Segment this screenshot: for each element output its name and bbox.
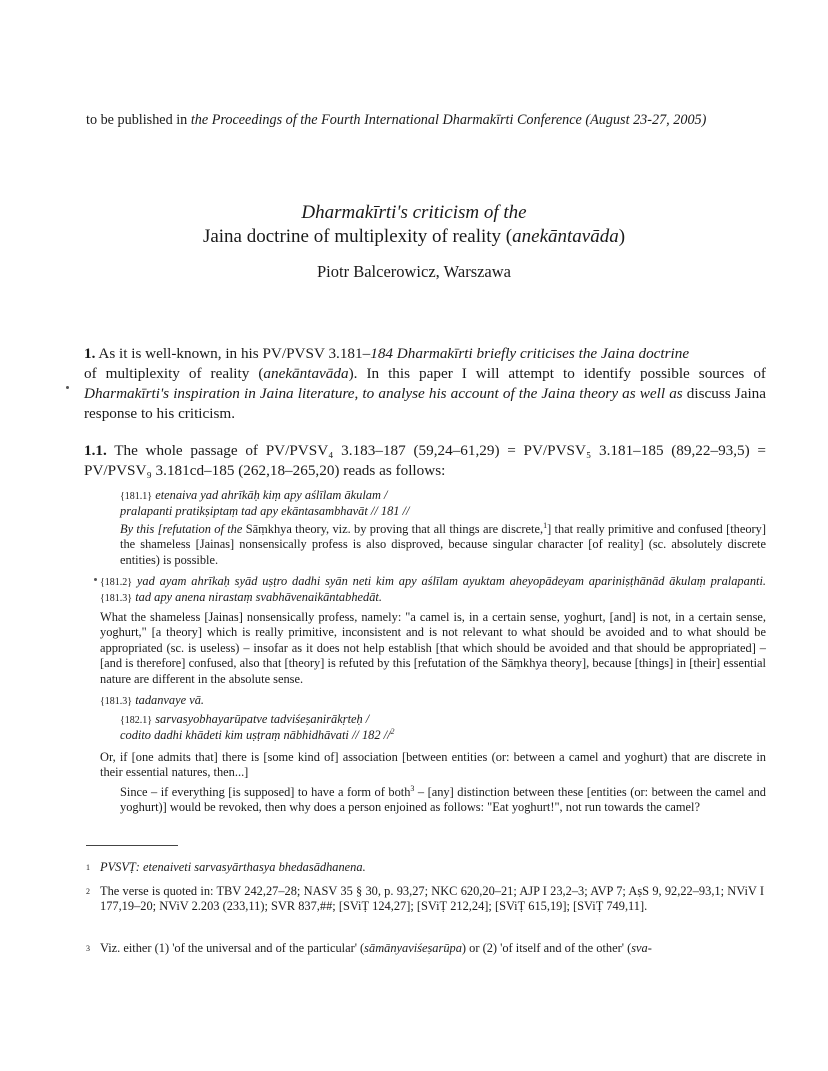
verse-ref: {182.1} [120,715,153,726]
section-1-text-f: Dharmakīrti's inspiration in Jaina literature, to analyse his account of the Jaina theory as well as [84,385,683,402]
verse-line: pralapanti pratikṣiptaṃ tad apy ekāntasambhavāt // 181 // [120,504,410,519]
translation-text: Since – if everything [is supposed] to have a form of both [120,785,411,799]
section-1-number: 1. [84,345,96,362]
footnote-text: PVSVṬ: etenaiveti sarvasyārthasya bhedasādhanena. [100,860,366,874]
section-1-text-e: ). In this paper I will attempt to identify possible sources of [348,365,766,382]
footnote-text [100,941,764,956]
footnote-2 [86,884,766,915]
footnote-separator [86,845,178,846]
translation-text: – [any] distinction between these [entities (or: between the camel and yoghurt)] would be revoked, then why does a person enjoined as follows: "Eat yoghurt!", not run towards the camel? [120,785,767,815]
verse-text: tadanvaye vā. [132,693,205,707]
author-line: Piotr Balcerowicz, Warszawa [317,262,511,281]
section-1-term: anekāntavāda [263,365,349,382]
section-1-text-g: discuss Jaina response to his criticism. [84,385,766,422]
section-1-text-b: 184 Dharmakīrti briefly criticises the Jaina doctrine [370,345,690,362]
margin-speck [94,578,97,581]
title-close-paren: ) [618,226,626,247]
section-1-1-number: 1.1. [84,442,107,459]
verse-line: etenaiva yad ahrīkāḥ kiṃ apy aślīlam ākulam / [152,488,388,502]
publication-venue: the Proceedings of the Fourth International Dharmakīrti Conference (August 23-27, 2005) [190,112,707,128]
footnote-term: sāmānyaviśeṣarūpa [364,941,462,955]
verse-line: codito dadhi khādeti kim uṣṭraṃ nābhidhāvati // 182 // [120,728,391,743]
footnote-text-part: Viz. either (1) 'of the universal and of the particular' ( [100,941,365,955]
verse-181-3 [100,693,766,709]
title-plain: Jaina doctrine of multiplexity of reality ( [202,226,513,247]
section-1-text-c: of multiplexity of reality ( [84,365,264,382]
footnote-marker: 1 [543,521,548,530]
footnote-marker: 3 [410,784,415,793]
section-1-paragraph [84,344,766,424]
verse-ref: {181.3} [100,593,133,605]
verse-line: sarvasyobhayarūpatve tadviśeṣanirākṛteḥ / [152,712,370,726]
footnote-marker: 2 [390,727,395,737]
translation-italic: By this [120,522,158,536]
verse-181-1 [120,488,766,520]
verse-181-2 [100,574,766,607]
footnote-number: 1 [86,863,90,872]
section-1-text-a: As it is well-known, in his PV/PVSV 3.181– [95,345,371,362]
translation-181-2: What the shameless [Jainas] nonsensically profess, namely: "a camel is, in a certain sense, yoghurt, [and] is not, in a certain sense, yoghurt," [a theory] which is really primitive, inconsistent and is not relevant to what should be avoided and to what should be appropriated (sc. is useless) – insofar as it does not help establish [that which should be avoided and that should be appropriated] – [and is therefore] confused, also that [theory] is refuted by this [refutation of the Sāṃkhya theory], because [things] in [their] essential nature are different in the absolute sense. [100,610,766,686]
translation-text: Sāṃkhya theory, viz. by proving that all things are discrete, [245,522,544,536]
verse-182 [120,712,766,744]
footnote-3 [86,941,766,956]
margin-speck [66,386,69,389]
verse-ref: {181.1} [120,491,153,502]
publication-note [86,112,766,129]
verse-text: tad apy anena nirastaṃ svabhāvenaikāntabhedāt. [132,590,382,605]
footnote-text-part: ) or (2) 'of itself and of the other' ( [461,941,632,955]
paper-title-line-2 [0,226,828,248]
verse-ref: {181.2} [100,577,133,588]
translation-181-3: Or, if [one admits that] there is [some kind of] association [between entities (or: between a camel and yoghurt) that are discrete in their essential natures, then...] [100,750,766,780]
title-italic-term: anekāntavāda [512,226,619,247]
translation-italic: [refutation of the [157,522,246,536]
footnote-number: 2 [86,887,90,896]
translation-text: ] that really primitive and confused [theory] the shameless [Jainas] nonsensically profess is also disproved, because singular character [of reality] (sc. absolutely discrete entities) is possible. [120,522,766,567]
footnote-1 [86,860,766,875]
footnote-text: The verse is quoted in: TBV 242,27–28; NASV 35 § 30, p. 93,27; NKC 620,20–21; AJP I 23,2–3; AVP 7; AṣS 9, 92,22–93,1; NViV I 177,19–20; NViV 2.203 (233,11); SVR 837,##; [SViṬ 124,27]; [SViṬ 212,24]; [SViṬ 615,19]; [SViṬ 749,11]. [100,884,764,914]
footnote-term: sva- [631,941,652,955]
publication-note-lead: to be published in [86,112,191,128]
verse-ref: {181.3} [100,696,133,707]
verse-text: yad ayam ahrīkaḥ syād uṣṭro dadhi syān neti kim apy aślīlam ayuktam aheyopādeyam apariniṣṭhānād ākulaṃ pralapanti. [132,574,766,588]
paper-title-line-1: Dharmakīrti's criticism of the [301,202,527,223]
section-1-1-text: The whole passage of PV/PVSV₄ 3.183–187 (59,24–61,29) = PV/PVSV₅ 3.181–185 (89,22–93,5) = PV/PVSV₉ 3.181cd–185 (262,18–265,20) reads as follows: [84,442,766,479]
footnote-number: 3 [86,944,90,953]
section-1-1-paragraph [84,441,766,481]
translation-182 [120,785,766,816]
translation-181-1 [120,522,766,568]
